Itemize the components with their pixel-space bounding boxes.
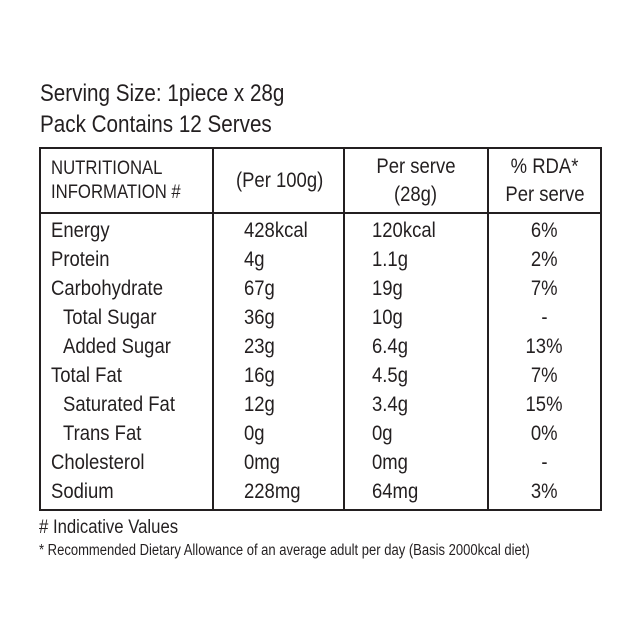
rda-value: 2% bbox=[531, 248, 558, 271]
rda-footnote: * Recommended Dietary Allowance of an average adult per day (Basis 2000kcal diet) bbox=[39, 542, 530, 559]
rda-value: 3% bbox=[531, 480, 558, 503]
per-100g-value: 0mg bbox=[244, 451, 280, 474]
per-serve-value: 0g bbox=[372, 422, 393, 445]
rda-value: 0% bbox=[531, 422, 558, 445]
per-100g-value: 12g bbox=[244, 393, 275, 416]
nutrient-name: Total Sugar bbox=[63, 306, 157, 329]
table-body bbox=[41, 216, 600, 506]
nutrient-name: Added Sugar bbox=[63, 335, 171, 358]
per-100g-value: 67g bbox=[244, 277, 275, 300]
nutrition-table bbox=[39, 147, 602, 511]
rda-value: - bbox=[541, 306, 548, 329]
nutrient-name: Energy bbox=[51, 219, 110, 242]
table-row bbox=[41, 216, 600, 245]
rda-value: 7% bbox=[531, 364, 558, 387]
header-divider bbox=[41, 212, 600, 214]
per-100g-value: 16g bbox=[244, 364, 275, 387]
per-serve-value: 0mg bbox=[372, 451, 408, 474]
per-serve-value: 120kcal bbox=[372, 219, 436, 242]
header-nutritional-information: NUTRITIONAL INFORMATION # bbox=[51, 157, 181, 203]
table-row bbox=[41, 361, 600, 390]
per-serve-value: 19g bbox=[372, 277, 403, 300]
table-row bbox=[41, 274, 600, 303]
per-100g-value: 36g bbox=[244, 306, 275, 329]
header-rda: % RDA* Per serve bbox=[504, 154, 585, 206]
table-row bbox=[41, 245, 600, 274]
rda-value: 6% bbox=[531, 219, 558, 242]
table-row bbox=[41, 477, 600, 506]
per-100g-value: 4g bbox=[244, 248, 265, 271]
nutrient-name: Trans Fat bbox=[63, 422, 142, 445]
table-row bbox=[41, 390, 600, 419]
nutrient-name: Sodium bbox=[51, 480, 114, 503]
rda-value: 13% bbox=[526, 335, 563, 358]
per-100g-value: 23g bbox=[244, 335, 275, 358]
nutrient-name: Total Fat bbox=[51, 364, 122, 387]
serving-info bbox=[40, 78, 284, 140]
table-row bbox=[41, 448, 600, 477]
rda-value: 15% bbox=[526, 393, 563, 416]
header-per-serve: Per serve (28g) bbox=[376, 154, 456, 206]
nutrient-name: Protein bbox=[51, 248, 110, 271]
nutrient-name: Cholesterol bbox=[51, 451, 145, 474]
rda-value: - bbox=[541, 451, 548, 474]
per-100g-value: 0g bbox=[244, 422, 265, 445]
per-100g-value: 428kcal bbox=[244, 219, 308, 242]
rda-value: 7% bbox=[531, 277, 558, 300]
table-row bbox=[41, 419, 600, 448]
per-serve-value: 64mg bbox=[372, 480, 419, 503]
per-serve-value: 1.1g bbox=[372, 248, 408, 271]
header-per-100g: (Per 100g) bbox=[235, 168, 324, 192]
per-serve-value: 4.5g bbox=[372, 364, 408, 387]
per-100g-value: 228mg bbox=[244, 480, 301, 503]
per-serve-value: 6.4g bbox=[372, 335, 408, 358]
table-row bbox=[41, 332, 600, 361]
pack-contains: Pack Contains 12 Serves bbox=[40, 111, 272, 138]
per-serve-value: 3.4g bbox=[372, 393, 408, 416]
table-row bbox=[41, 303, 600, 332]
nutrient-name: Saturated Fat bbox=[63, 393, 175, 416]
indicative-values-note: # Indicative Values bbox=[39, 517, 179, 538]
per-serve-value: 10g bbox=[372, 306, 403, 329]
serving-size: Serving Size: 1piece x 28g bbox=[40, 80, 285, 107]
nutrient-name: Carbohydrate bbox=[51, 277, 163, 300]
